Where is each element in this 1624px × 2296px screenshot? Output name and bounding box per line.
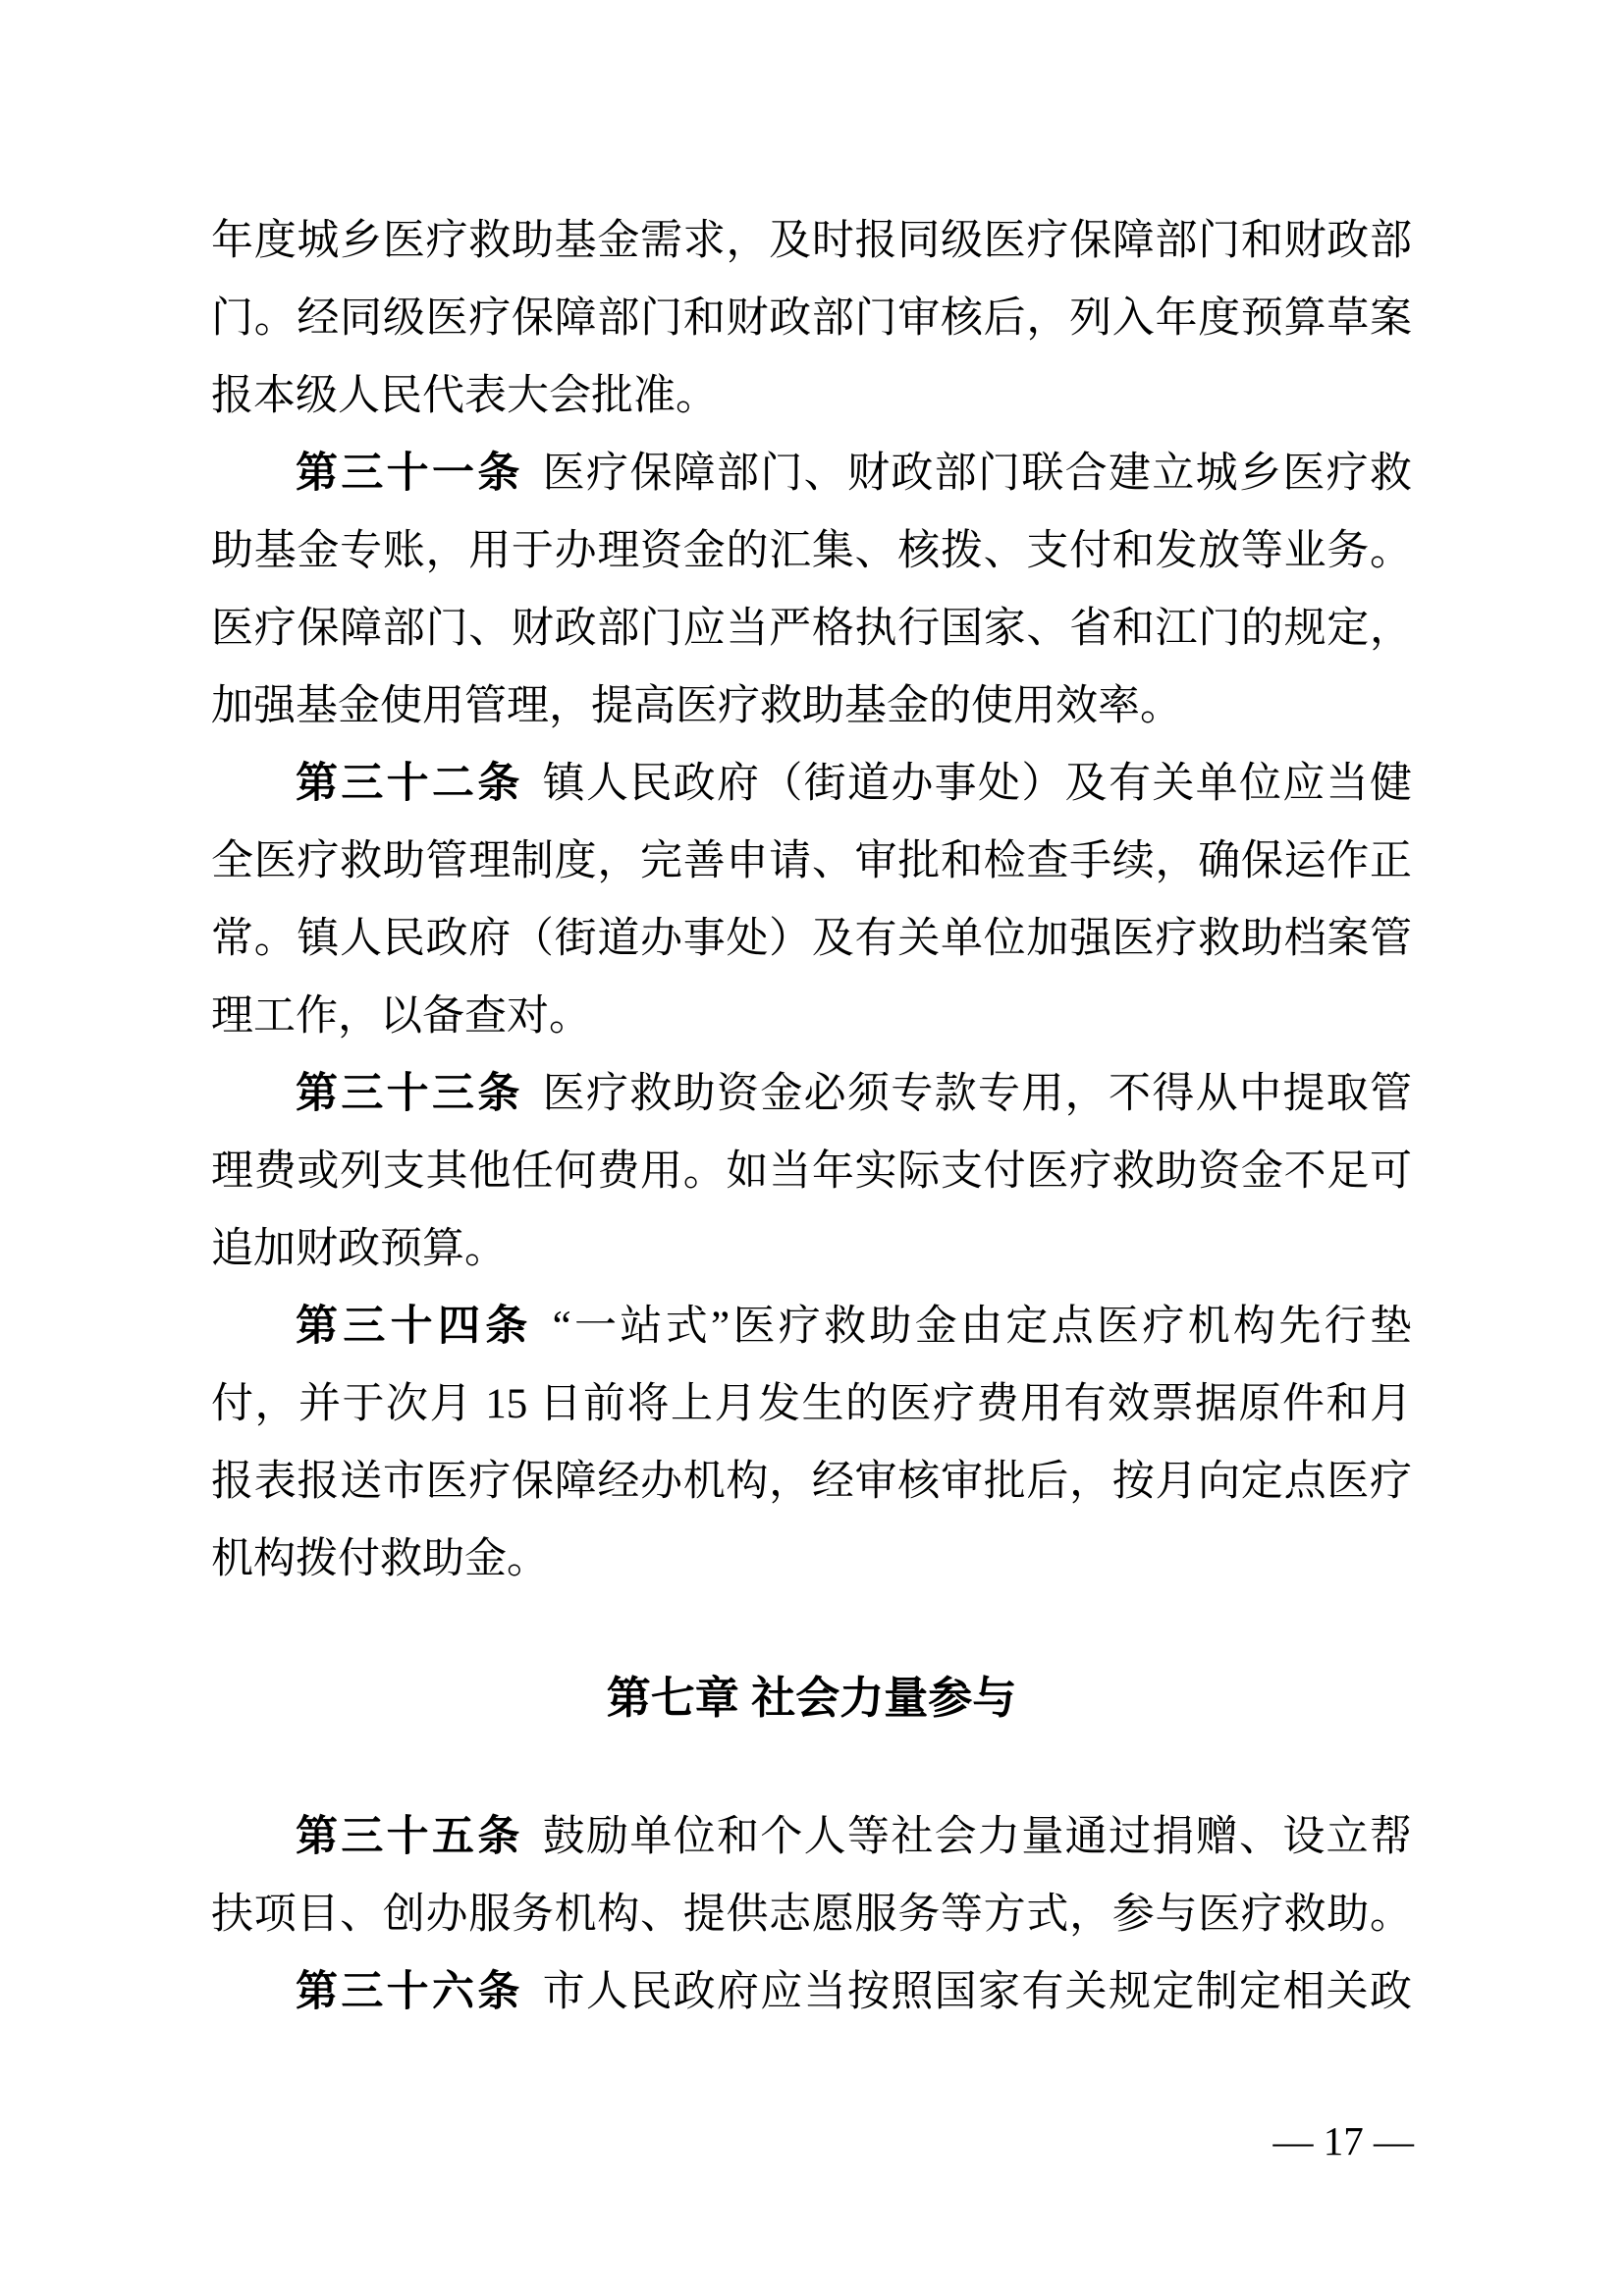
document-body [211,202,1412,2031]
article-number-label: 第三十六条 [296,1968,523,2015]
line-text: 医疗救助资金必须专款专用，不得从中提取管 [542,1071,1413,1117]
line-text: 助基金专账，用于办理资金的汇集、核拨、支付和发放等业务。 [211,528,1412,574]
text-line [211,512,1412,590]
line-text: 市人民政府应当按照国家有关规定制定相关政 [542,1969,1413,2015]
line-text: 理费或列支其他任何费用。如当年实际支付医疗救助资金不足可 [211,1148,1412,1195]
text-line [211,1055,1412,1133]
article-number-label: 第三十五条 [296,1813,523,1860]
text-line [211,1521,1412,1598]
line-text: 付，并于次月 15 日前将上月发生的医疗费用有效票据原件和月 [211,1381,1412,1427]
text-line [211,1443,1412,1521]
para-continuation [211,202,1412,435]
line-text: 扶项目、创办服务机构、提供志愿服务等方式，参与医疗救助。 [211,1892,1412,1938]
text-line [211,1365,1412,1443]
article-number-label: 第三十一条 [296,450,523,497]
line-text: 追加财政预算。 [211,1226,507,1272]
line-text: 机构拨付救助金。 [211,1536,549,1582]
article-number-label: 第三十三条 [296,1070,523,1117]
line-text: 加强基金使用管理，提高医疗救助基金的使用效率。 [211,683,1182,729]
article-35 [211,1798,1412,1953]
line-text: 医疗保障部门、财政部门联合建立城乡医疗救 [542,451,1413,497]
line-text: 常。镇人民政府（街道办事处）及有关单位加强医疗救助档案管 [211,916,1412,962]
page-footer [1273,2118,1415,2163]
line-text: 理工作，以备查对。 [211,993,591,1040]
text-line [211,978,1412,1055]
text-line [211,667,1412,745]
text-line [211,435,1412,512]
text-line [211,1876,1412,1953]
text-line [211,1288,1412,1365]
line-text: 鼓励单位和个人等社会力量通过捐赠、设立帮 [542,1814,1413,1860]
text-line [211,1953,1412,2031]
text-line [211,1210,1412,1288]
article-31 [211,435,1412,745]
line-text: “一站式”医疗救助金由定点医疗机构先行垫 [552,1304,1413,1350]
chapter-7-heading: 第七章 社会力量参与 [606,1673,1017,1723]
article-32 [211,745,1412,1055]
text-line [211,745,1412,823]
article-36 [211,1953,1412,2031]
line-text: 报表报送市医疗保障经办机构，经审核审批后，按月向定点医疗 [211,1459,1412,1505]
text-line [211,357,1412,435]
line-text: 报本级人民代表大会批准。 [211,373,718,419]
text-line [211,1133,1412,1210]
line-text: 年度城乡医疗救助基金需求，及时报同级医疗保障部门和财政部 [211,218,1412,264]
text-line [211,1798,1412,1876]
text-line [211,823,1412,900]
article-number-label: 第三十四条 [296,1303,533,1350]
text-line [211,280,1412,357]
article-number-label: 第三十二条 [296,760,523,807]
text-line [211,590,1412,667]
text-line [211,202,1412,280]
article-34 [211,1288,1412,1598]
line-text: 门。经同级医疗保障部门和财政部门审核后，列入年度预算草案 [211,295,1412,342]
line-text: 全医疗救助管理制度，完善申请、审批和检查手续，确保运作正 [211,838,1412,884]
text-line [211,900,1412,978]
page-number: — 17 — [1272,2118,1414,2163]
line-text: 医疗保障部门、财政部门应当严格执行国家、省和江门的规定， [211,606,1412,652]
article-33 [211,1055,1412,1288]
line-text: 镇人民政府（街道办事处）及有关单位应当健 [542,761,1413,807]
